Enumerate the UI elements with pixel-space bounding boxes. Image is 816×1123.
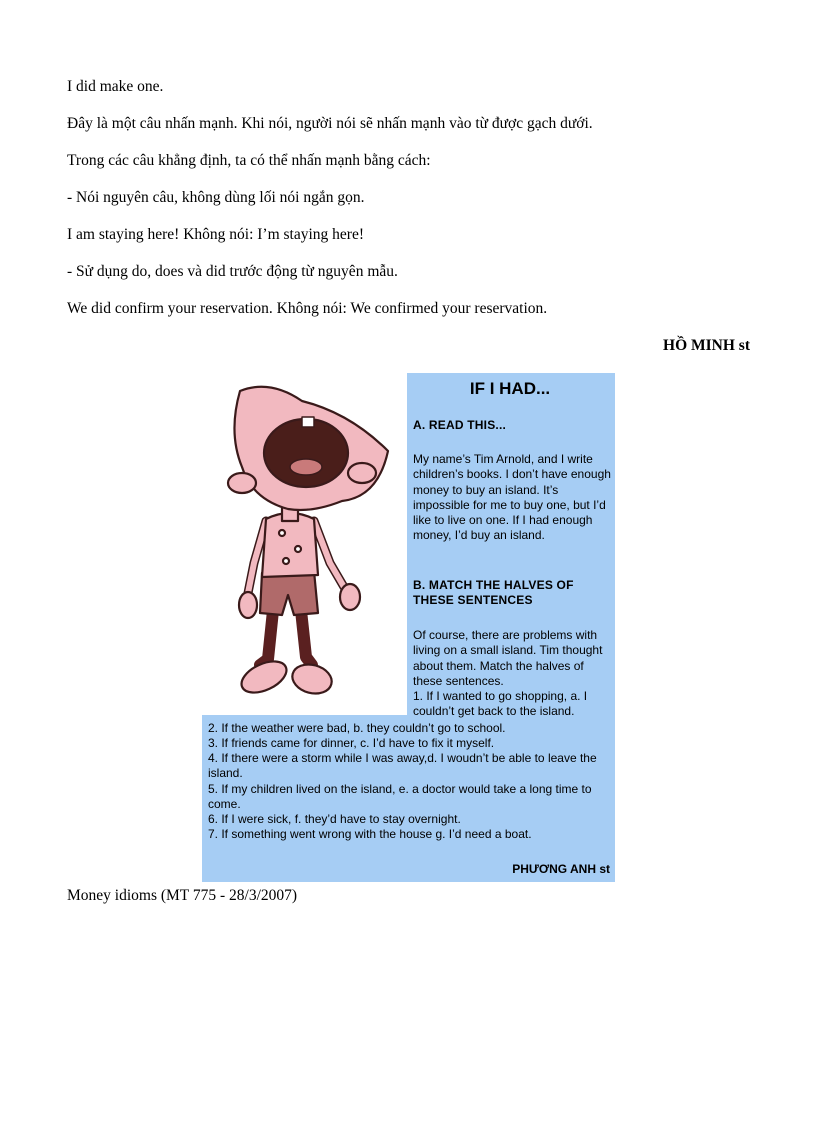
match-item-6: 6. If I were sick, f. they’d have to stay overnight. xyxy=(208,812,461,826)
match-item-2: 2. If the weather were bad, b. they couldn’t go to school. xyxy=(208,721,506,735)
section-b-intro: Of course, there are problems with living on a small island. Tim thought about them. Match the halves of these sentences. xyxy=(413,628,603,688)
paragraph-1: I did make one. xyxy=(67,78,164,95)
box-title: IF I HAD... xyxy=(469,379,551,398)
match-item-3: 3. If friends came for dinner, c. I’d have to fix it myself. xyxy=(208,736,495,750)
match-item-7: 7. If something went wrong with the house g. I’d need a boat. xyxy=(208,827,532,841)
section-a-text: My name’s Tim Arnold, and I write children’s books. I don’t have enough money to buy an island. It’s impossible for me to buy one, but I’d like to live on one. If I had enough money, I’d buy an island. xyxy=(413,452,611,543)
match-item-1: 1. If I wanted to go shopping, a. I couldn’t get back to the island. xyxy=(413,689,588,719)
footer-line: Money idioms (MT 775 - 28/3/2007) xyxy=(67,887,298,904)
paragraph-3: Trong các câu khẳng định, ta có thể nhấn mạnh bằng cách: xyxy=(67,152,431,169)
paragraph-4: - Nói nguyên câu, không dùng lối nói ngắn gọn. xyxy=(67,189,365,206)
box-credit: PHƯƠNG ANH st xyxy=(512,862,610,876)
match-item-5: 5. If my children lived on the island, e. a doctor would take a long time to come. xyxy=(208,782,592,812)
match-item-4: 4. If there were a storm while I was away,d. I woudn’t be able to leave the island. xyxy=(208,751,597,781)
cartoon-illustration xyxy=(202,373,407,715)
section-a-heading: A. READ THIS... xyxy=(413,418,507,432)
paragraph-7: We did confirm your reservation. Không nói: We confirmed your reservation. xyxy=(67,300,548,317)
paragraph-5: I am staying here! Không nói: I’m staying here! xyxy=(67,226,364,243)
author-credit: HỒ MINH st xyxy=(663,337,750,354)
paragraph-6: - Sử dụng do, does và did trước động từ nguyên mẫu. xyxy=(67,263,398,280)
paragraph-2: Đây là một câu nhấn mạnh. Khi nói, người nói sẽ nhấn mạnh vào từ được gạch dưới. xyxy=(67,115,593,132)
section-b-heading: B. MATCH THE HALVES OF THESE SENTENCES xyxy=(413,578,574,608)
